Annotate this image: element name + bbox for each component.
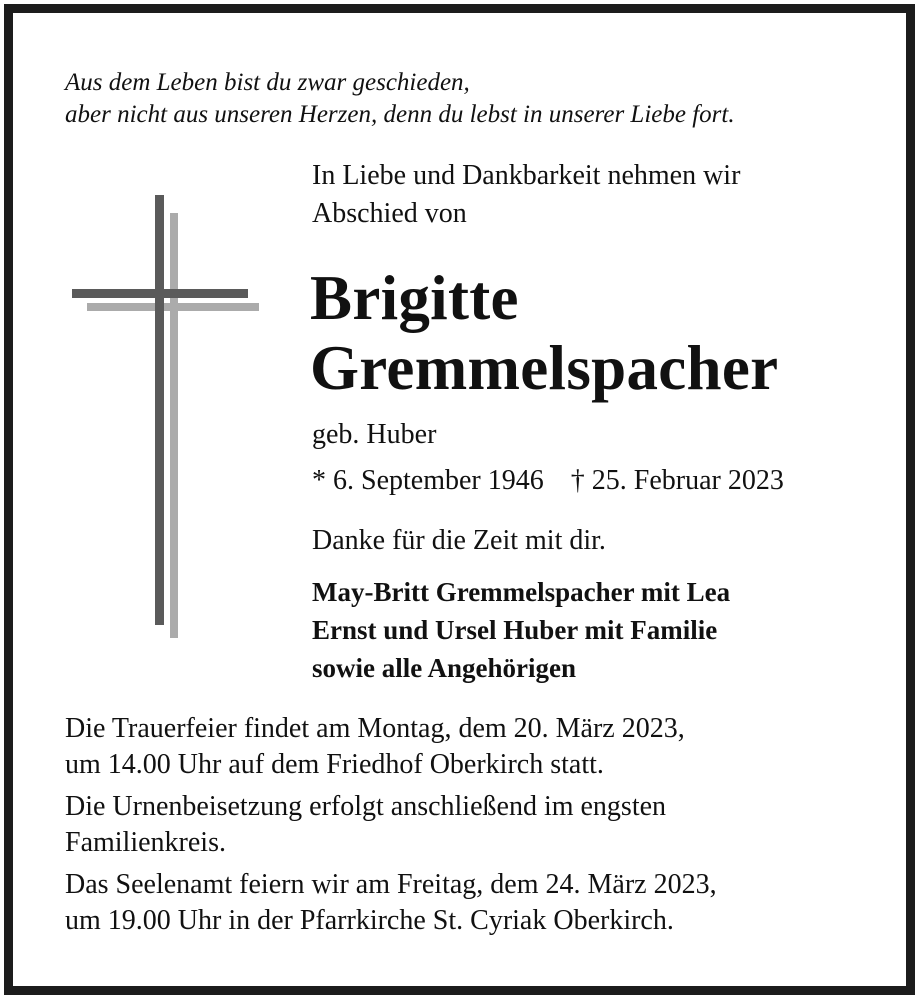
requiem-paragraph: [65, 867, 717, 939]
requiem-line-2: um 19.00 Uhr in der Pfarrkirche St. Cyriak Oberkirch.: [65, 905, 674, 936]
notice-frame: [4, 4, 915, 995]
funeral-paragraph: [65, 711, 717, 783]
motto-quote: [65, 67, 735, 131]
cross-light-horizontal: [87, 303, 259, 311]
birth-date: * 6. September 1946: [312, 465, 544, 496]
ceremony-info: [65, 711, 717, 945]
funeral-line-1: Die Trauerfeier findet am Montag, dem 20. März 2023,: [65, 713, 685, 744]
urn-line-1: Die Urnenbeisetzung erfolgt anschließend im engsten: [65, 791, 667, 822]
birth-name: geb. Huber: [312, 419, 437, 450]
double-cross-icon: [69, 193, 269, 643]
life-dates: [312, 463, 784, 499]
cross-light-vertical: [170, 213, 178, 638]
first-name: Brigitte: [310, 263, 519, 333]
thanks-line: Danke für die Zeit mit dir.: [312, 525, 606, 556]
deceased-name: [310, 263, 778, 403]
intro-line-1: In Liebe und Dankbarkeit nehmen wir: [312, 160, 741, 191]
cross-dark-vertical: [155, 195, 164, 625]
intro-text: [312, 157, 740, 233]
intro-line-2: Abschied von: [312, 198, 467, 229]
requiem-line-1: Das Seelenamt feiern wir am Freitag, dem 24. März 2023,: [65, 869, 717, 900]
mourners-line-2: Ernst und Ursel Huber mit Familie: [312, 615, 718, 645]
mourners: [312, 573, 730, 687]
mourners-line-1: May-Britt Gremmelspacher mit Lea: [312, 577, 731, 607]
last-name: Gremmelspacher: [310, 333, 779, 403]
motto-line-1: Aus dem Leben bist du zwar geschieden,: [65, 69, 470, 96]
motto-line-2: aber nicht aus unseren Herzen, denn du lebst in unserer Liebe fort.: [65, 101, 735, 128]
mourners-line-3: sowie alle Angehörigen: [312, 653, 576, 683]
funeral-line-2: um 14.00 Uhr auf dem Friedhof Oberkirch statt.: [65, 749, 604, 780]
urn-paragraph: [65, 789, 717, 861]
urn-line-2: Familienkreis.: [65, 827, 226, 858]
death-date: † 25. Februar 2023: [570, 465, 784, 496]
cross-dark-horizontal: [72, 289, 248, 298]
